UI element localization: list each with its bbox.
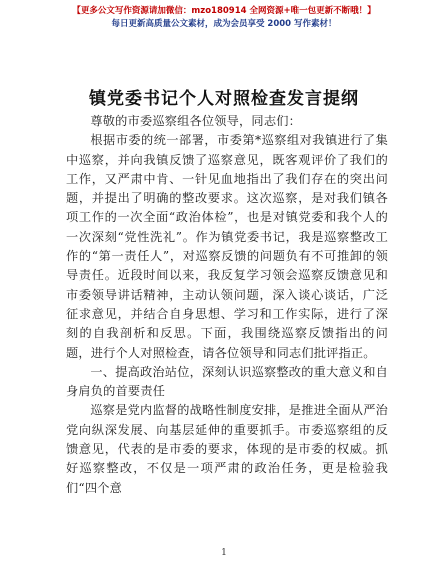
salutation: 尊敬的市委巡察组各位领导，同志们： <box>90 114 301 128</box>
body-paragraph: 巡察是党内监督的战略性制度安排，是推进全面从严治党向纵深发展、向基层延伸的重要抓手。市委巡察组的反馈意见，代表的是市委的要求，体现的是市委的权威。抓好巡察整改，不仅是一项严肃的政治任务，更是检验我们“四个意 <box>66 403 388 495</box>
body-paragraph: 根据市委的统一部署，市委第*巡察组对我镇进行了集中巡察，并向我镇反馈了巡察意见，既客观评价了我们的工作，又严肃中肯、一针见血地指出了我们存在的突出问题，并提出了明确的整改要求。这次巡察，是对我们镇各项工作的一次全面“政治体检”，也是对镇党委和我个人的一次深刻“党性洗礼”。作为镇党委书记，我是巡察整改工作的“第一责任人”，对巡察反馈的问题负有不可推卸的领导责任。近段时间以来，我反复学习领会巡察反馈意见和市委领导讲话精神，主动认领问题，深入谈心谈话，广泛征求意见，并结合自身思想、学习和工作实际，进行了深刻的自我剖析和反思。下面，我围绕巡察反馈指出的问题，进行个人对照检查，请各位领导和同志们批评指正。 <box>66 133 388 360</box>
page-number: 1 <box>221 548 227 558</box>
document-body <box>66 112 388 498</box>
promo-banner-line-1: 【更多公文写作资源请加微信：mzo180914 全网资源+唯一包更新不断哦！】 <box>72 6 376 16</box>
promo-banner-line-2: 每日更新高质量公文素材，成为会员享受 2000 写作素材！ <box>111 19 337 29</box>
document-title: 镇党委书记个人对照检查发言提纲 <box>89 89 359 109</box>
promo-banner <box>0 5 448 31</box>
section-heading: 一、提高政治站位，深刻认识巡察整改的重大意义和自身肩负的首要责任 <box>66 364 388 399</box>
